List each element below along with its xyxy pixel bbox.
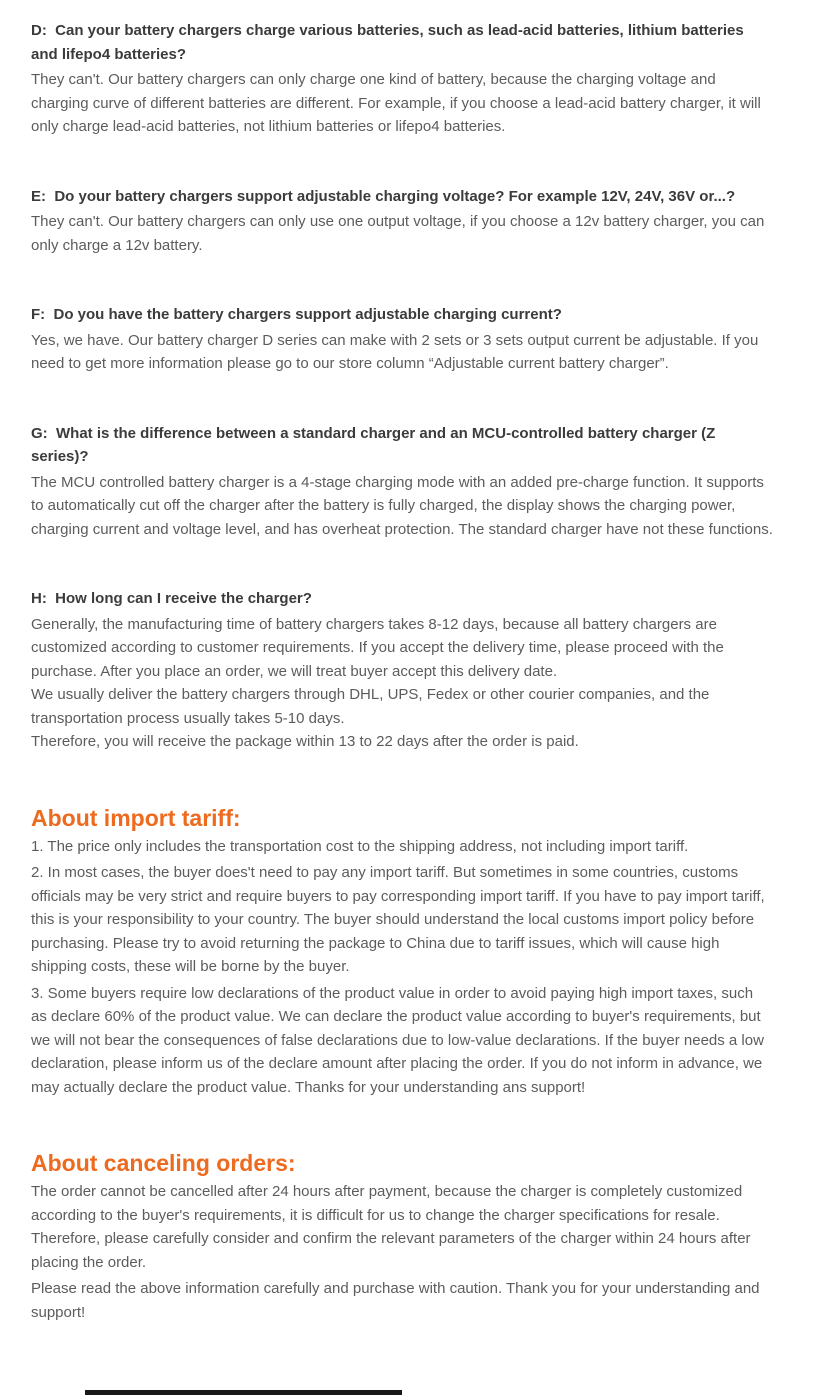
canceling-orders-paragraph: The order cannot be cancelled after 24 hours after payment, because the charger is completely customized according to the buyer's requirements, it is difficult for us to change the charger specifications for resale. Therefore, please carefully consider and confirm the relevant parameters of the charger within 24 hours after placing the order. [31,1183,751,1271]
faq-question: F: Do you have the battery chargers support adjustable charging current? [31,306,562,323]
import-tariff-heading: About import tariff: [31,804,241,831]
faq-item-h [31,587,773,754]
faq-item-e [31,185,773,258]
faq-question: G: What is the difference between a standard charger and an MCU-controlled battery charger (Z series)? [31,424,720,465]
faq-answer [31,68,773,139]
canceling-orders-paragraph: Please read the above information carefully and purchase with caution. Thank you for your understanding and support! [31,1280,760,1321]
faq-answer [31,613,773,754]
faq-item-d [31,19,773,139]
faq-answer-paragraph: They can't. Our battery chargers can only use one output voltage, if you choose a 12v battery charger, you can only charge a 12v battery. [31,213,765,254]
import-tariff-paragraph: 2. In most cases, the buyer does't need to pay any import tariff. But sometimes in some countries, customs officials may be very strict and require buyers to pay corresponding import tariff. If you have to pay import tariff, this is your responsibility to your country. The buyer should understand the local customs import policy before purchasing. Please try to avoid returning the package to China due to tariff issues, which will cause high shipping costs, these will be borne by the buyer. [31,864,765,975]
import-tariff-paragraph: 1. The price only includes the transportation cost to the shipping address, not including import tariff. [31,837,689,855]
faq-section [31,19,773,754]
next-image-top-edge [85,1390,402,1395]
import-tariff-paragraph: 3. Some buyers require low declarations of the product value in order to avoid paying high import taxes, such as declare 60% of the product value. We can declare the product value according to buyer's requirements, but we will not bear the consequences of false declarations due to low-value declarations. If the buyer needs a low declaration, please inform us of the declare amount after placing the order. If you do not inform in advance, we may actually declare the product value. Thanks for your understanding ans support! [31,984,764,1096]
faq-answer-paragraph: The MCU controlled battery charger is a 4-stage charging mode with an added pre-charge function. It supports to automatically cut off the charger after the battery is fully charged, the display shows the charging power, charging current and voltage level, and has overheat protection. The standard charger have not these functions. [31,473,773,538]
import-tariff-section [31,802,773,1100]
faq-answer-paragraph: They can't. Our battery chargers can only charge one kind of battery, because the charging voltage and charging curve of different batteries are different. For example, if you choose a lead-acid battery charger, it will only charge lead-acid batteries, not lithium batteries or lifepo4 batteries. [31,71,761,135]
canceling-orders-section [31,1147,773,1324]
faq-item-f [31,303,773,376]
faq-answer-paragraph: Generally, the manufacturing time of battery chargers takes 8-12 days, because all battery chargers are customized according to customer requirements. If you accept the delivery time, please proceed with the purchase. After you place an order, we will treat buyer accept this delivery date. [31,615,724,680]
faq-answer [31,471,773,542]
faq-answer [31,329,773,376]
faq-question: E: Do your battery chargers support adjustable charging voltage? For example 12V, 24V, 36V or...? [31,187,736,205]
faq-answer-paragraph: We usually deliver the battery chargers through DHL, UPS, Fedex or other courier companies, and the transportation process usually takes 5-10 days. [31,686,710,727]
faq-answer-paragraph: Yes, we have. Our battery charger D series can make with 2 sets or 3 sets output current be adjustable. If you need to get more information please go to our store column “Adjustable current battery charger”. [31,331,759,372]
faq-question: D: Can your battery chargers charge various batteries, such as lead-acid batteries, lithium batteries and lifepo4 batteries? [31,22,748,63]
faq-answer [31,210,773,257]
canceling-orders-heading: About canceling orders: [31,1150,296,1176]
faq-item-g [31,422,773,542]
faq-answer-paragraph: Therefore, you will receive the package within 13 to 22 days after the order is paid. [31,733,579,750]
faq-question: H: How long can I receive the charger? [31,590,312,607]
